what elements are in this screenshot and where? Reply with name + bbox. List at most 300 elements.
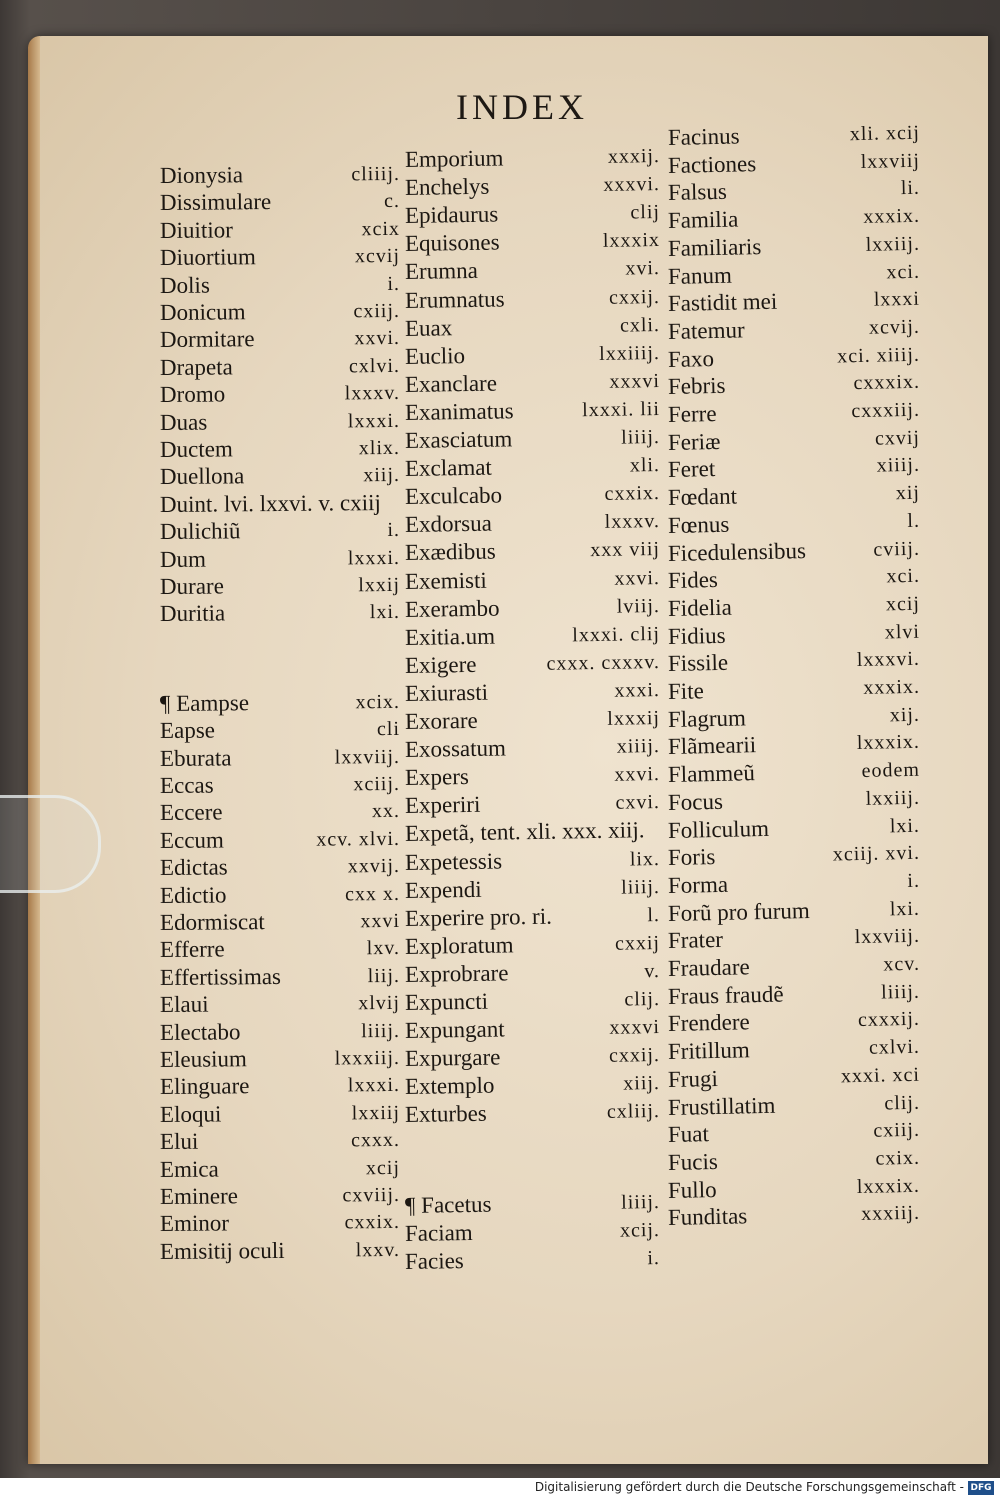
- page-reference: xcvij.: [868, 315, 921, 339]
- index-term: Foris: [667, 844, 716, 871]
- index-term: Exclamat: [404, 454, 493, 482]
- index-term: Extemplo: [404, 1072, 495, 1100]
- page-reference: cxxij: [614, 931, 661, 955]
- page-reference: xxxi.: [614, 678, 661, 702]
- index-term: Expendi: [404, 876, 482, 903]
- index-entry: [160, 1099, 400, 1129]
- page-reference: xcix: [361, 217, 401, 241]
- page-reference: cxiij.: [873, 1118, 921, 1142]
- index-term: ¶ Eampse: [159, 690, 250, 716]
- page-reference: xci. xiiij.: [837, 343, 921, 368]
- index-term: Dolis: [159, 272, 210, 298]
- page-reference: lxxiiij.: [599, 341, 661, 365]
- index-entry: [160, 543, 400, 573]
- index-term: Erumnatus: [404, 285, 505, 313]
- index-term: Fritillum: [667, 1037, 751, 1065]
- page-reference: lxi.: [889, 897, 921, 920]
- index-entry: [405, 648, 660, 680]
- page-reference: xxxvi.: [603, 173, 661, 196]
- page-reference: xcij: [365, 1156, 401, 1179]
- index-term: Fœnus: [667, 511, 730, 538]
- page-reference: xli.: [629, 454, 661, 477]
- index-term: Dormitare: [159, 326, 255, 353]
- page-reference: xcvij: [354, 245, 401, 268]
- page-reference: lxxxiij.: [334, 1046, 401, 1070]
- index-term: Frustillatim: [667, 1092, 776, 1120]
- footer-credit: Digitalisierung gefördert durch die Deutsche Forschungsgemeinschaft -: [534, 1480, 964, 1494]
- page-reference: xxxvi: [609, 1016, 661, 1039]
- index-entry: [160, 715, 400, 745]
- page-reference: xxxij.: [607, 144, 661, 168]
- page-reference: lxxiij: [351, 1101, 401, 1125]
- index-term: Frugi: [667, 1065, 719, 1092]
- index-term: Emisitij oculi: [159, 1237, 285, 1264]
- page-reference: xci.: [886, 564, 921, 588]
- page-reference: lxi.: [889, 814, 921, 837]
- page-reference: lxxxi.: [347, 1074, 401, 1097]
- page-reference: lxxxi.: [347, 409, 401, 432]
- index-term: Frater: [667, 927, 724, 954]
- index-entry: [160, 797, 400, 827]
- index-entry: [405, 535, 660, 567]
- page-reference: xli. xcij: [849, 121, 921, 146]
- page-reference: cxlvi.: [868, 1035, 921, 1059]
- page-reference: xlvij: [358, 992, 401, 1015]
- page-reference: xxvi.: [614, 763, 661, 786]
- page-reference: xiiij.: [876, 454, 921, 478]
- index-term: Equisones: [404, 229, 500, 257]
- index-entry: [405, 254, 660, 286]
- index-entry: [160, 907, 400, 937]
- page-reference: cxxxix.: [853, 371, 921, 395]
- page-reference: xxxiij.: [861, 1202, 921, 1226]
- index-term: Fraudare: [667, 954, 750, 981]
- index-term: Frendere: [667, 1009, 750, 1037]
- page-reference: cxx x.: [345, 882, 401, 905]
- index-term: Fanum: [667, 262, 733, 289]
- page-reference: lxi.: [369, 601, 401, 624]
- page-reference: lxxviij.: [334, 745, 401, 769]
- index-entry: [405, 367, 660, 399]
- index-entry: [405, 732, 660, 764]
- index-entry: [405, 873, 660, 905]
- page-reference: liij.: [367, 964, 401, 987]
- index-term: Experiri: [404, 792, 481, 819]
- index-term: Elui: [159, 1128, 199, 1155]
- index-entry: [160, 242, 400, 272]
- page-reference: xxvij.: [347, 855, 401, 878]
- index-term: Drapeta: [159, 354, 233, 380]
- index-entry: [160, 379, 400, 409]
- index-entry: [160, 187, 400, 217]
- page-reference: cli: [376, 718, 401, 741]
- index-term: Duint. lvi. lxxvi. v. cxiij: [159, 489, 381, 517]
- index-term: Duritia: [159, 600, 226, 627]
- page-reference: xcix.: [355, 690, 401, 714]
- page-reference: lxxxvi.: [856, 648, 921, 672]
- index-term: Fissile: [667, 650, 729, 677]
- page-reference: cxxxij.: [857, 1008, 921, 1032]
- page-reference: l.: [907, 509, 921, 532]
- index-entry: [160, 215, 400, 245]
- index-entry: [405, 1097, 660, 1129]
- page-reference: v.: [644, 959, 661, 983]
- page-reference: cxvi.: [615, 791, 661, 814]
- page-reference: xcij: [885, 592, 921, 616]
- index-entry: [405, 957, 660, 989]
- index-entry: [405, 985, 660, 1017]
- page-reference: xxvi.: [354, 327, 401, 350]
- page-reference: cxix.: [875, 1146, 921, 1170]
- index-entry: [160, 571, 400, 601]
- paper-clip: [0, 795, 101, 893]
- page-reference: xiij.: [623, 1072, 661, 1095]
- index-entry: [160, 516, 400, 546]
- index-term: Edictas: [159, 854, 228, 881]
- index-entry: [405, 395, 660, 427]
- index-entry: [160, 434, 400, 464]
- page-reference: lxxxv.: [604, 510, 661, 534]
- index-term: Expurgare: [404, 1044, 501, 1072]
- index-term: Expetessis: [404, 847, 503, 875]
- index-entry: [405, 1069, 660, 1101]
- page-reference: lxv.: [366, 937, 401, 960]
- index-term: Fraus fraudẽ: [667, 981, 784, 1009]
- page-reference: liiij.: [621, 875, 661, 899]
- page-edge: [28, 36, 40, 1464]
- page-reference: xij: [895, 481, 921, 505]
- index-entry: [160, 742, 400, 772]
- footer-bar: [0, 1478, 1000, 1498]
- page-reference: xlvi: [884, 620, 921, 644]
- index-entry: [160, 688, 400, 718]
- page-reference: cxxix.: [604, 482, 661, 506]
- index-term: Eloqui: [159, 1101, 222, 1127]
- index-entry: [405, 1041, 660, 1073]
- index-entry: [160, 160, 400, 190]
- page-reference: liiij.: [880, 980, 921, 1004]
- index-term: Exitia.um: [404, 623, 496, 650]
- index-entry: [160, 962, 400, 992]
- index-term: Eccere: [159, 799, 223, 826]
- index-term: Exploratum: [404, 932, 514, 959]
- page-reference: lxxxv.: [344, 382, 401, 405]
- index-term: Flagrum: [667, 705, 747, 732]
- page-reference: xcv.: [883, 952, 921, 976]
- index-entry: [405, 592, 660, 624]
- page-reference: clij.: [624, 987, 661, 1011]
- index-term: Exanimatus: [404, 398, 514, 425]
- page-reference: liiij.: [621, 425, 661, 449]
- index-entry: [160, 1044, 400, 1074]
- index-entry: [160, 1016, 400, 1046]
- index-term: Faxo: [667, 345, 715, 372]
- index-term: Edictio: [159, 882, 227, 908]
- page-reference: lxxxix: [602, 229, 661, 253]
- index-term: Dulichiũ: [159, 518, 241, 545]
- index-term: Focus: [667, 788, 724, 815]
- index-term: Fœdant: [667, 483, 738, 511]
- page-reference: i.: [387, 272, 401, 295]
- index-entry: [405, 1216, 660, 1248]
- page-reference: cliiij.: [351, 162, 401, 186]
- page-reference: cxliij.: [606, 1100, 661, 1124]
- page-reference: lxxxix.: [856, 1174, 921, 1198]
- index-term: Diuortium: [159, 244, 256, 271]
- page-reference: lxxviij.: [854, 925, 921, 949]
- index-entry: [405, 563, 660, 595]
- page-reference: xvi.: [625, 257, 661, 280]
- index-term: Faciam: [404, 1219, 473, 1246]
- index-term: Fatemur: [667, 317, 745, 344]
- index-term: Epidaurus: [404, 201, 499, 229]
- index-term: Euclio: [404, 342, 466, 369]
- index-term: Erumna: [404, 258, 478, 285]
- page-reference: lxxxi.: [347, 546, 401, 569]
- index-entry: [405, 844, 660, 876]
- index-entry: [160, 269, 400, 299]
- index-entry: [405, 198, 660, 230]
- page-reference: cxlvi.: [348, 354, 401, 378]
- page-reference: clij.: [884, 1091, 921, 1114]
- index-entry: [405, 704, 660, 736]
- index-entry: [405, 760, 660, 792]
- index-entry: [160, 825, 400, 855]
- index-entry: [405, 451, 660, 483]
- index-term: Diuitior: [159, 217, 233, 243]
- index-term: Elinguare: [159, 1073, 250, 1100]
- page-heading: INDEX: [456, 87, 588, 127]
- index-term: Elaui: [159, 991, 209, 1018]
- page-reference: lxxxi. lii: [582, 397, 661, 422]
- page-reference: lxxij: [358, 573, 401, 597]
- index-entry: [405, 1187, 660, 1219]
- index-term: Dionysia: [159, 162, 244, 188]
- index-term: Exasciatum: [404, 426, 513, 453]
- index-term: Duellona: [159, 463, 245, 490]
- index-term: Febris: [667, 373, 726, 400]
- page-reference: cxxij.: [608, 285, 661, 309]
- index-entry: [405, 282, 660, 314]
- index-term: Eburata: [159, 744, 232, 771]
- index-entry: [160, 297, 400, 327]
- index-term: ¶ Facetus: [404, 1191, 492, 1218]
- page-reference: lxxiij.: [865, 232, 921, 256]
- page-reference: xcv. xlvi.: [316, 827, 401, 851]
- index-term: Facinus: [667, 123, 740, 150]
- index-term: Dromo: [159, 381, 226, 408]
- index-term: Exossatum: [404, 735, 507, 763]
- page-reference: lxxxij: [607, 706, 661, 730]
- index-term: Exdorsua: [404, 510, 493, 538]
- page-reference: xiiij.: [616, 735, 661, 758]
- index-entry: [405, 788, 660, 820]
- page-reference: lix.: [629, 847, 661, 870]
- index-entry: [160, 352, 400, 382]
- index-entry: [405, 901, 660, 933]
- index-term: Familia: [667, 206, 739, 234]
- index-term: Feret: [667, 456, 716, 483]
- page-reference: eodem: [861, 758, 921, 783]
- index-term: Forma: [667, 871, 729, 898]
- index-term: Exanclare: [404, 370, 498, 397]
- page-reference: xxxi. xci: [840, 1063, 921, 1088]
- page-reference: xcij.: [619, 1218, 661, 1242]
- index-term: Funditas: [667, 1203, 748, 1231]
- index-entry: [160, 1071, 400, 1101]
- index-entry: [160, 770, 400, 800]
- index-term: Fides: [667, 567, 719, 594]
- page-reference: i.: [647, 1246, 661, 1269]
- index-term: Exturbes: [404, 1101, 487, 1128]
- index-term: Eminor: [159, 1210, 230, 1237]
- page-reference: xciij.: [353, 772, 401, 796]
- index-term: Experire pro. ri.: [404, 903, 553, 931]
- index-term: Edormiscat: [159, 909, 265, 935]
- index-entry: [160, 406, 400, 436]
- index-entry: [160, 1181, 400, 1211]
- index-term: Eccas: [159, 772, 214, 798]
- index-entry: [405, 620, 660, 652]
- index-term: Fullo: [667, 1176, 717, 1203]
- index-term: Ductem: [159, 436, 233, 462]
- index-entry: [405, 929, 660, 961]
- index-entry: [405, 1013, 660, 1045]
- page-reference: cxxx. cxxxv.: [546, 650, 661, 675]
- index-term: Factiones: [667, 150, 757, 178]
- index-entry: [160, 934, 400, 964]
- page-reference: cxiij.: [353, 299, 401, 323]
- index-term: Forũ pro furum: [667, 897, 811, 926]
- index-entry: [405, 507, 660, 539]
- index-entry: [405, 311, 660, 343]
- index-term: Eapse: [159, 717, 216, 744]
- page-reference: xxvi.: [614, 566, 661, 590]
- index-term: Facies: [404, 1247, 464, 1274]
- index-term: Durare: [159, 573, 224, 599]
- page-reference: xij.: [889, 703, 921, 727]
- index-term: Feriæ: [667, 428, 721, 455]
- page-reference: cxli.: [619, 313, 661, 337]
- index-entry: [405, 339, 660, 371]
- index-term: Fuat: [667, 1121, 710, 1148]
- index-term: Emica: [159, 1156, 219, 1182]
- index-term: Eminere: [159, 1183, 239, 1209]
- page-reference: l.: [647, 903, 661, 926]
- page-reference: xciij. xvi.: [832, 841, 921, 866]
- index-entry: [405, 816, 660, 848]
- index-term: Dum: [159, 546, 207, 572]
- index-term: Eleusium: [159, 1046, 247, 1072]
- page-reference: cxviij.: [342, 1183, 401, 1207]
- index-term: Exiurasti: [404, 679, 489, 706]
- page-reference: liiij.: [621, 1190, 661, 1214]
- index-term: Fidius: [667, 622, 726, 649]
- index-entry: [160, 1208, 400, 1238]
- index-entry: [160, 852, 400, 882]
- index-term: Expetã, tent. xli. xxx. xiij.: [404, 817, 645, 847]
- page-reference: xiij.: [363, 464, 401, 487]
- index-term: Efferre: [159, 936, 225, 963]
- index-term: Emporium: [404, 145, 504, 172]
- index-entry: [405, 142, 660, 174]
- page-reference: clij: [630, 201, 661, 224]
- index-entry: [160, 1126, 400, 1156]
- page-reference: cxvij: [874, 426, 921, 450]
- page-reference: xxxix.: [863, 675, 921, 699]
- page-reference: i.: [387, 519, 401, 542]
- page-reference: lxxviij: [860, 149, 921, 173]
- index-term: Electabo: [159, 1018, 241, 1045]
- index-term: Effertissimas: [159, 963, 282, 990]
- index-term: Fucis: [667, 1148, 719, 1175]
- index-entry: [405, 676, 660, 708]
- index-term: Exprobrare: [404, 960, 509, 987]
- page-reference: liiij.: [361, 1019, 401, 1042]
- page-reference: xxvi: [360, 909, 401, 933]
- page-reference: lxxiij.: [865, 786, 921, 810]
- index-term: Donicum: [159, 299, 246, 325]
- index-term: Exculcabo: [404, 482, 503, 510]
- index-term: Ficedulensibus: [667, 537, 807, 566]
- page-reference: lxxxi: [873, 287, 921, 311]
- index-entry: [160, 989, 400, 1019]
- page-reference: lxxv.: [355, 1238, 401, 1262]
- index-entry: [405, 479, 660, 511]
- index-term: Expers: [404, 764, 470, 791]
- index-term: Flãmearii: [667, 732, 757, 760]
- index-term: Enchelys: [404, 173, 490, 201]
- index-entry: [160, 461, 400, 491]
- index-entry: [160, 879, 400, 909]
- index-term: Fite: [667, 678, 705, 704]
- page-reference: xx.: [371, 800, 401, 823]
- index-entry: [668, 1199, 921, 1232]
- index-term: Familiaris: [667, 233, 762, 261]
- index-term: Eccum: [159, 827, 224, 853]
- page-reference: xxxix.: [863, 204, 921, 228]
- index-term: Folliculum: [667, 815, 770, 843]
- page-reference: lxxxix.: [856, 731, 921, 755]
- index-term: Exorare: [404, 707, 478, 734]
- index-term: Fidelia: [667, 594, 733, 621]
- page-reference: li.: [900, 177, 921, 200]
- page-reference: cxxxiij.: [851, 398, 921, 423]
- index-term: Exigere: [404, 651, 477, 678]
- page-reference: cviij.: [873, 537, 921, 561]
- page-reference: xlix.: [358, 436, 401, 460]
- index-entry: [405, 170, 660, 202]
- index-term: Expungant: [404, 1016, 505, 1044]
- index-entry: [405, 1244, 660, 1276]
- index-entry: [160, 598, 400, 628]
- index-term: Ferre: [667, 400, 717, 427]
- index-term: Flammeũ: [667, 760, 756, 788]
- index-term: Duas: [159, 409, 208, 435]
- index-term: Exædibus: [404, 538, 496, 566]
- index-term: Fastidit mei: [667, 288, 778, 317]
- page-reference: lviij.: [616, 594, 661, 618]
- index-entry: [405, 423, 660, 455]
- index-entry: [160, 1153, 400, 1183]
- page-reference: cxxix.: [344, 1211, 401, 1234]
- index-entry: [160, 324, 400, 354]
- page-reference: xxxvi: [609, 369, 661, 393]
- page-reference: xxx viij: [590, 538, 661, 562]
- page-reference: xci.: [886, 260, 921, 283]
- dfg-logo: DFG: [968, 1481, 994, 1495]
- index-entry: [160, 1236, 400, 1266]
